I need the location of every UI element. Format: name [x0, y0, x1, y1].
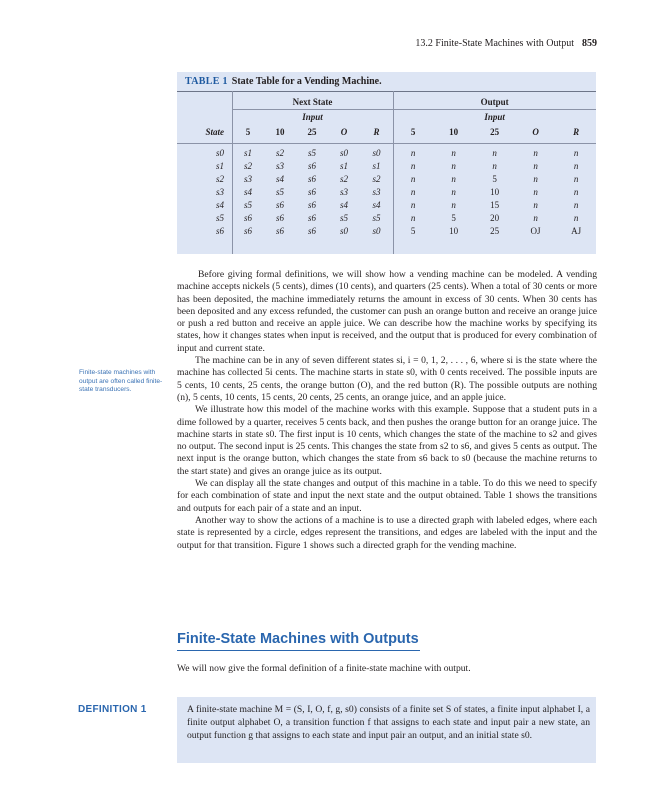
next-state-cell: s3: [275, 160, 284, 171]
output-cell: n: [410, 173, 416, 184]
output-cell: n: [410, 212, 416, 223]
table-rule-top: [177, 91, 596, 92]
paragraph: Another way to show the actions of a machine is to use a directed graph with labeled edges, where each state is represented by a circle, edges represent the transitions, and edges are labeled with the input and the output for that transition. Figure 1 shows such a directed graph for the vending machine.: [177, 514, 597, 551]
output-cell: n: [451, 147, 456, 158]
output-cell: n: [451, 186, 456, 197]
body-text: [177, 269, 597, 552]
next-state-cell: s2: [339, 173, 348, 184]
paragraph: We can display all the state changes and output of this machine in a table. To do this we need to specify for each combination of state and input the next state and the output obtained. Table 1 shows the transitions and outputs for each pair of a state and an input.: [177, 478, 597, 514]
running-title: 13.2 Finite-State Machines with Output: [415, 38, 574, 49]
next-state-cell: s5: [275, 186, 284, 197]
output-header: Output: [480, 97, 509, 107]
next-state-cell: s0: [339, 147, 348, 158]
output-cell: 25: [490, 225, 500, 236]
next-state-cell: s5: [243, 199, 252, 210]
section-intro: We will now give the formal definition of a finite-state machine with output.: [177, 663, 471, 674]
next-state-cell: s3: [339, 186, 348, 197]
next-state-cell: s6: [243, 225, 252, 236]
definition-text: A finite-state machine M = (S, I, O, f, g, s0) consists of a finite set S of states, a finite input alphabet I, a finite output alphabet O, a transition function f that assigns to each state and input pair a new state, an output function g that assigns to each state and input pair an output, and an initial state s0.: [187, 704, 590, 741]
output-cell: n: [573, 173, 579, 184]
output-cell: 20: [490, 212, 500, 223]
col-header: O: [532, 126, 539, 137]
next-state-cell: s6: [243, 212, 252, 223]
state-cell: s0: [215, 147, 224, 158]
next-state-cell: s4: [243, 186, 252, 197]
table-row: [177, 172, 596, 185]
table-row: [177, 146, 596, 159]
state-cell: s1: [215, 160, 224, 171]
output-cell: 15: [490, 199, 500, 210]
next-state-cell: s1: [243, 147, 252, 158]
output-cell: n: [451, 199, 456, 210]
page-number: 859: [582, 38, 597, 49]
table-row: [177, 198, 596, 211]
next-state-cell: s5: [307, 147, 316, 158]
output-cell: 5: [451, 212, 456, 223]
section-title: Finite-State Machines with Outputs: [177, 631, 419, 647]
output-cell: n: [492, 147, 497, 158]
output-cell: n: [410, 147, 416, 158]
table-row: [177, 211, 596, 224]
next-state-header: Next State: [292, 97, 333, 107]
state-cell: s4: [215, 199, 224, 210]
output-cell: OJ: [530, 225, 541, 236]
next-state-input-label: Input: [302, 111, 323, 122]
next-state-cell: s6: [307, 186, 316, 197]
output-cell: n: [533, 160, 538, 171]
next-state-cell: s2: [372, 173, 381, 184]
next-state-cell: s3: [372, 186, 381, 197]
next-state-cell: s2: [243, 160, 252, 171]
next-state-cell: s6: [307, 173, 316, 184]
next-state-cell: s6: [275, 212, 284, 223]
table-label: TABLE 1: [185, 76, 228, 87]
table-row: [177, 185, 596, 198]
next-state-cell: s6: [275, 225, 284, 236]
next-state-cell: s6: [307, 160, 316, 171]
table-body: [177, 146, 596, 237]
output-cell: n: [533, 173, 538, 184]
output-cell: n: [573, 160, 579, 171]
running-header: [0, 38, 597, 49]
next-state-cell: s0: [339, 225, 348, 236]
output-cell: AJ: [571, 225, 582, 236]
output-cell: n: [451, 173, 456, 184]
next-state-cell: s1: [339, 160, 348, 171]
output-cell: n: [573, 147, 579, 158]
section-rule: [177, 650, 420, 651]
table-row: [177, 224, 596, 237]
table-title: State Table for a Vending Machine.: [231, 76, 382, 87]
output-cell: n: [533, 212, 538, 223]
next-state-cell: s0: [372, 225, 381, 236]
output-cell: 5: [410, 225, 416, 236]
state-column-header: State: [205, 126, 224, 137]
output-cell: n: [533, 147, 538, 158]
next-state-cell: s2: [275, 147, 284, 158]
definition-label: DEFINITION 1: [78, 704, 147, 715]
output-cell: n: [451, 160, 456, 171]
output-cell: n: [573, 186, 579, 197]
marginal-note: Finite-state machines with output are often called finite-state transducers.: [79, 369, 163, 394]
col-header: 10: [275, 126, 285, 137]
col-header: 25: [307, 126, 317, 137]
output-cell: n: [410, 160, 416, 171]
output-cell: n: [533, 199, 538, 210]
next-state-cell: s6: [307, 199, 316, 210]
col-header: 25: [490, 126, 500, 137]
output-cell: n: [492, 160, 497, 171]
output-cell: 10: [490, 186, 500, 197]
paragraph: The machine can be in any of seven different states si, i = 0, 1, 2, . . . , 6, where si is the state where the machine has collected 5i cents. The machine starts in state s0, with 0 cents received. The possible inputs are 5 cents, 10 cents, 25 cents, the orange button (O), and the red button (R). The possible outputs are nothing (n), 5 cents, 10 cents, 15 cents, 20 cents, 25 cents, an orange juice, and an apple juice.: [177, 355, 597, 403]
next-state-cell: s6: [307, 212, 316, 223]
state-cell: s5: [215, 212, 224, 223]
col-header: 5: [245, 126, 251, 137]
output-input-label: Input: [484, 111, 505, 122]
output-cell: n: [573, 212, 579, 223]
output-cell: 10: [449, 225, 459, 236]
state-cell: s6: [215, 225, 224, 236]
next-state-cell: s4: [372, 199, 381, 210]
next-state-cell: s5: [339, 212, 348, 223]
next-state-cell: s6: [307, 225, 316, 236]
col-header: 10: [449, 126, 459, 137]
col-header: R: [573, 126, 580, 137]
col-header: O: [340, 126, 348, 137]
next-state-cell: s5: [372, 212, 381, 223]
state-table: [177, 94, 596, 237]
next-state-cell: s4: [339, 199, 348, 210]
state-cell: s2: [215, 173, 224, 184]
paragraph: We illustrate how this model of the machine works with this example. Suppose that a student puts in a dime followed by a quarter, receives 5 cents back, and then pushes the orange button for an orange juice. The machine starts in state s0. The first input is 10 cents, which changes the state of the machine to s2 and gives no output. The second input is 25 cents. This changes the state from s2 to s6, and gives 5 cents as output. The next input is the orange button, which changes the state from s6 back to s0 (because the machine returns to the start state) and gives an orange juice as its output.: [177, 404, 597, 477]
next-state-cell: s0: [372, 147, 381, 158]
paragraph: Before giving formal definitions, we will show how a vending machine can be modeled. A vending machine accepts nickels (5 cents), dimes (10 cents), and quarters (25 cents). When a total of 30 cents or more has been deposited, the machine immediately returns the amount in excess of 30 cents. When 30 cents has been deposited and any excess refunded, the customer can push an orange button and receive an orange juice or push a red button and receive an apple juice. We can describe how the machine works by specifying its states, how it changes states when input is received, and the output that is produced for every combination of input and current state.: [177, 269, 597, 354]
output-cell: n: [410, 186, 416, 197]
next-state-cell: s3: [243, 173, 252, 184]
output-cell: 5: [492, 173, 497, 184]
table-caption: [185, 76, 382, 87]
next-state-cell: s6: [275, 199, 284, 210]
col-header: 5: [410, 126, 416, 137]
output-cell: n: [573, 199, 579, 210]
next-state-cell: s4: [275, 173, 284, 184]
col-header: R: [373, 126, 380, 137]
state-cell: s3: [215, 186, 224, 197]
table-row: [177, 159, 596, 172]
output-cell: n: [410, 199, 416, 210]
next-state-cell: s1: [372, 160, 381, 171]
output-cell: n: [533, 186, 538, 197]
